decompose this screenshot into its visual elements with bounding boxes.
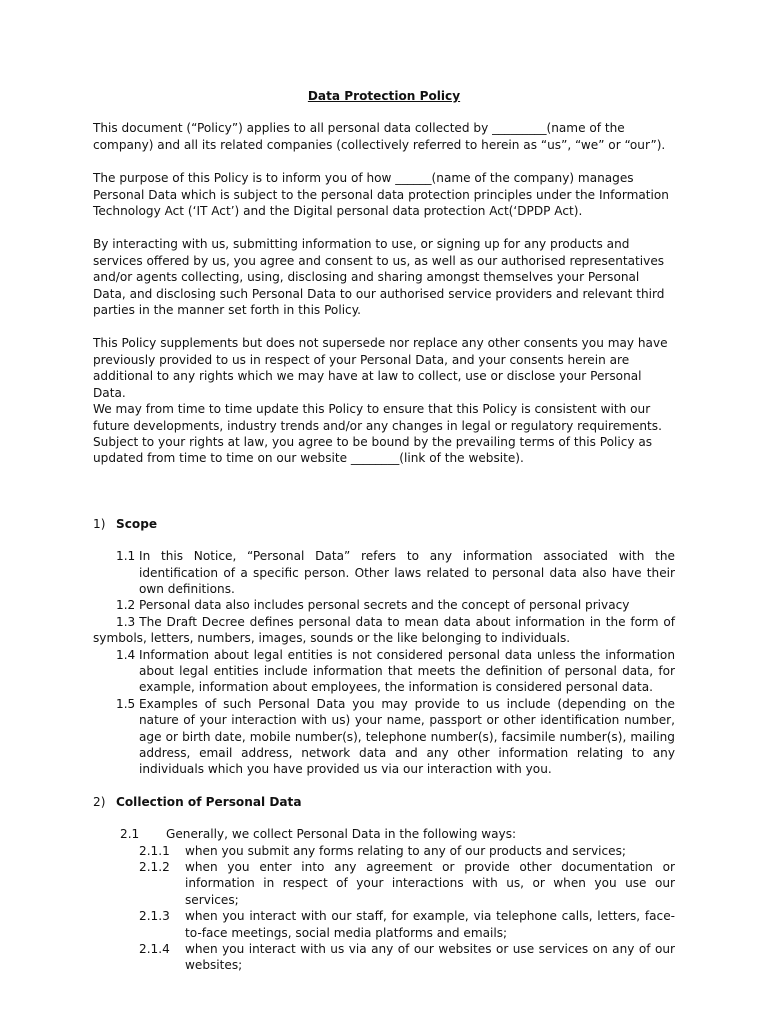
item-text: Examples of such Personal Data you may provide to us include (depending on the nature of your interaction with us) your name, passport or other identification number, age or birth date, mobile number(s), telephone number(s), facsimile number(s), mailing address, email address, network data and any other information relating to any individuals which you have provided us via our interaction with you.: [139, 696, 675, 777]
section-2-heading: [93, 794, 675, 810]
item-number: 2.1.4: [139, 942, 170, 957]
list-item: [93, 548, 675, 597]
item-text: Generally, we collect Personal Data in the following ways:: [166, 827, 517, 842]
item-text: The Draft Decree defines personal data to mean data about information in the form of symbols, letters, numbers, images, sounds or the like belonging to individuals.: [93, 614, 675, 646]
item-number: 1.1: [116, 549, 136, 564]
item-text: Personal data also includes personal secrets and the concept of personal privacy: [139, 598, 630, 613]
paragraph-purpose: The purpose of this Policy is to inform you of how ______(name of the company) manages Personal Data which is subject to the personal data protection principles under the Information Technology Act (‘IT Act’) and the Digital personal data protection Act(‘DPDP Act).: [93, 171, 669, 219]
list-item: [93, 647, 675, 696]
item-text: when you enter into any agreement or provide other documentation or information in respect of your interactions with us, or when you use our services;: [185, 860, 675, 907]
item-number: 2.1: [120, 827, 140, 842]
item-number: 1.2: [116, 598, 136, 613]
section-number: 1): [93, 516, 106, 531]
item-number: 1.5: [116, 696, 136, 711]
item-number: 2.1.3: [139, 909, 170, 924]
section-gap: [93, 467, 675, 516]
list-item: [93, 696, 675, 778]
list-item: [93, 843, 675, 859]
list-item: [93, 597, 675, 613]
item-number: 2.1.2: [139, 860, 170, 875]
section-title: Collection of Personal Data: [116, 794, 302, 809]
paragraph-supplements: This Policy supplements but does not supersede nor replace any other consents you may have previously provided to us in respect of your Personal Data, and your consents herein are additional to any rights which we may have at law to collect, use or disclose your Personal Data.: [93, 336, 668, 400]
section-number: 2): [93, 794, 106, 809]
section-title: Scope: [116, 516, 158, 531]
list-item: [93, 908, 675, 941]
list-item: [93, 859, 675, 908]
item-text: when you interact with us via any of our websites or use services on any of our websites;: [185, 942, 675, 973]
item-number: 1.4: [116, 647, 136, 662]
paragraph-scope-of-policy: This document (“Policy”) applies to all personal data collected by _________(name of the company) and all its related companies (collectively referred to herein as “us”, “we” or “our”).: [93, 121, 666, 152]
list-item: [93, 614, 675, 647]
paragraph-updates: We may from time to time update this Policy to ensure that this Policy is consistent with our future developments, industry trends and/or any changes in legal or regulatory requirements. Subject to your rights at law, you agree to be bound by the prevailing terms of this Policy as updated from time to time on our website ________(link of the website).: [93, 402, 662, 466]
list-item: [93, 826, 675, 842]
section-1-heading: [93, 516, 675, 532]
list-item: [93, 941, 675, 974]
item-number: 1.3: [116, 614, 136, 629]
document-body: [93, 88, 675, 974]
item-text: In this Notice, “Personal Data” refers to any information associated with the identification of a specific person. Other laws related to personal data also have their own definitions.: [139, 549, 675, 596]
item-text: when you submit any forms relating to any of our products and services;: [185, 843, 626, 858]
document-title: Data Protection Policy: [307, 89, 461, 103]
item-text: when you interact with our staff, for example, via telephone calls, letters, face-to-face meetings, social media platforms and emails;: [185, 909, 675, 940]
item-text: Information about legal entities is not considered personal data unless the information about legal entities include information that meets the definition of personal data, for example, information about employees, the information is considered personal data.: [139, 647, 675, 695]
paragraph-consent: By interacting with us, submitting information to use, or signing up for any products and services offered by us, you agree and consent to us, as well as our authorised representatives and/or agents collecting, using, disclosing and sharing amongst themselves your Personal Data, and disclosing such Personal Data to our authorised service providers and relevant third parties in the manner set forth in this Policy.: [93, 237, 665, 318]
item-number: 2.1.1: [139, 843, 170, 858]
